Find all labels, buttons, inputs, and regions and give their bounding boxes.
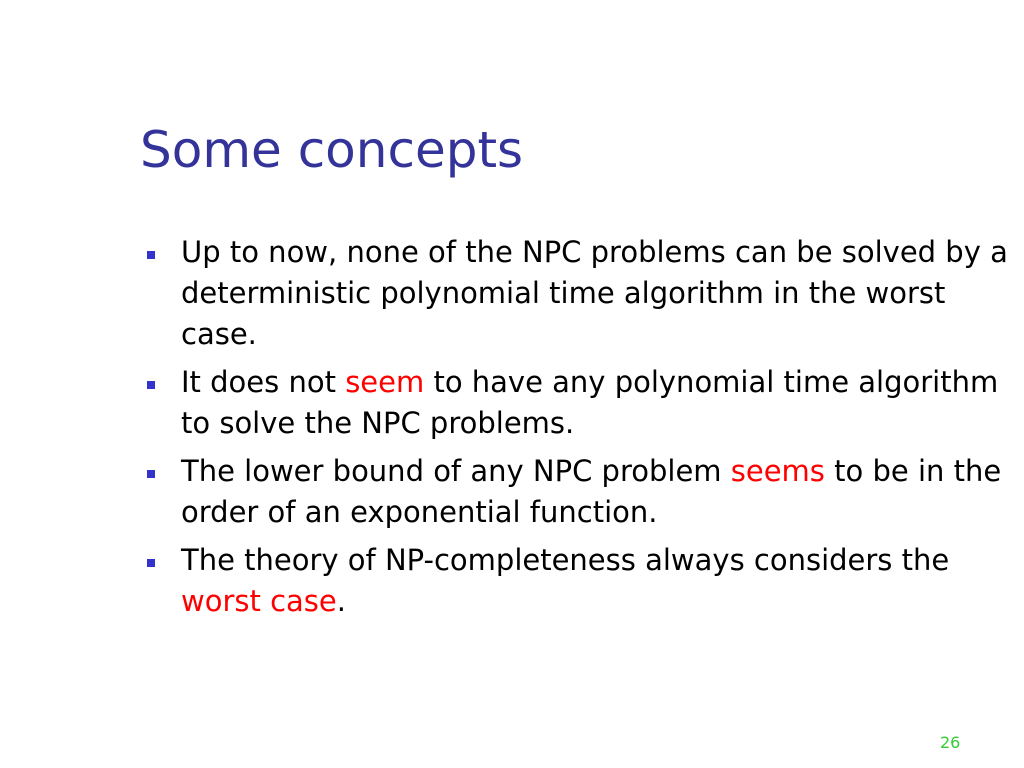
bullet-text: to be in the order of an exponential function. — [181, 454, 1002, 529]
bullet-text: The theory of NP-completeness always considers the — [181, 543, 950, 577]
emphasized-text: seems — [730, 454, 825, 488]
bullet-item — [140, 451, 1010, 533]
bullet-text: Up to now, none of the NPC problems can be solved by a deterministic polynomial time algorithm in the worst case. — [181, 235, 1008, 351]
page-number: 26 — [940, 733, 961, 752]
bullet-item — [140, 362, 1010, 444]
square-bullet-icon — [147, 559, 155, 567]
slide-title: Some concepts — [140, 121, 524, 179]
bullet-list — [140, 232, 1010, 629]
bullet-text: . — [336, 584, 346, 618]
emphasized-text: seem — [345, 365, 425, 399]
square-bullet-icon — [147, 470, 155, 478]
bullet-item — [140, 232, 1010, 355]
square-bullet-icon — [147, 251, 155, 259]
bullet-text: It does not — [181, 365, 346, 399]
bullet-text: to have any polynomial time algorithm to solve the NPC problems. — [181, 365, 999, 440]
emphasized-text: worst case — [181, 584, 337, 618]
bullet-text: The lower bound of any NPC problem — [181, 454, 731, 488]
square-bullet-icon — [147, 381, 155, 389]
bullet-item — [140, 540, 1010, 622]
